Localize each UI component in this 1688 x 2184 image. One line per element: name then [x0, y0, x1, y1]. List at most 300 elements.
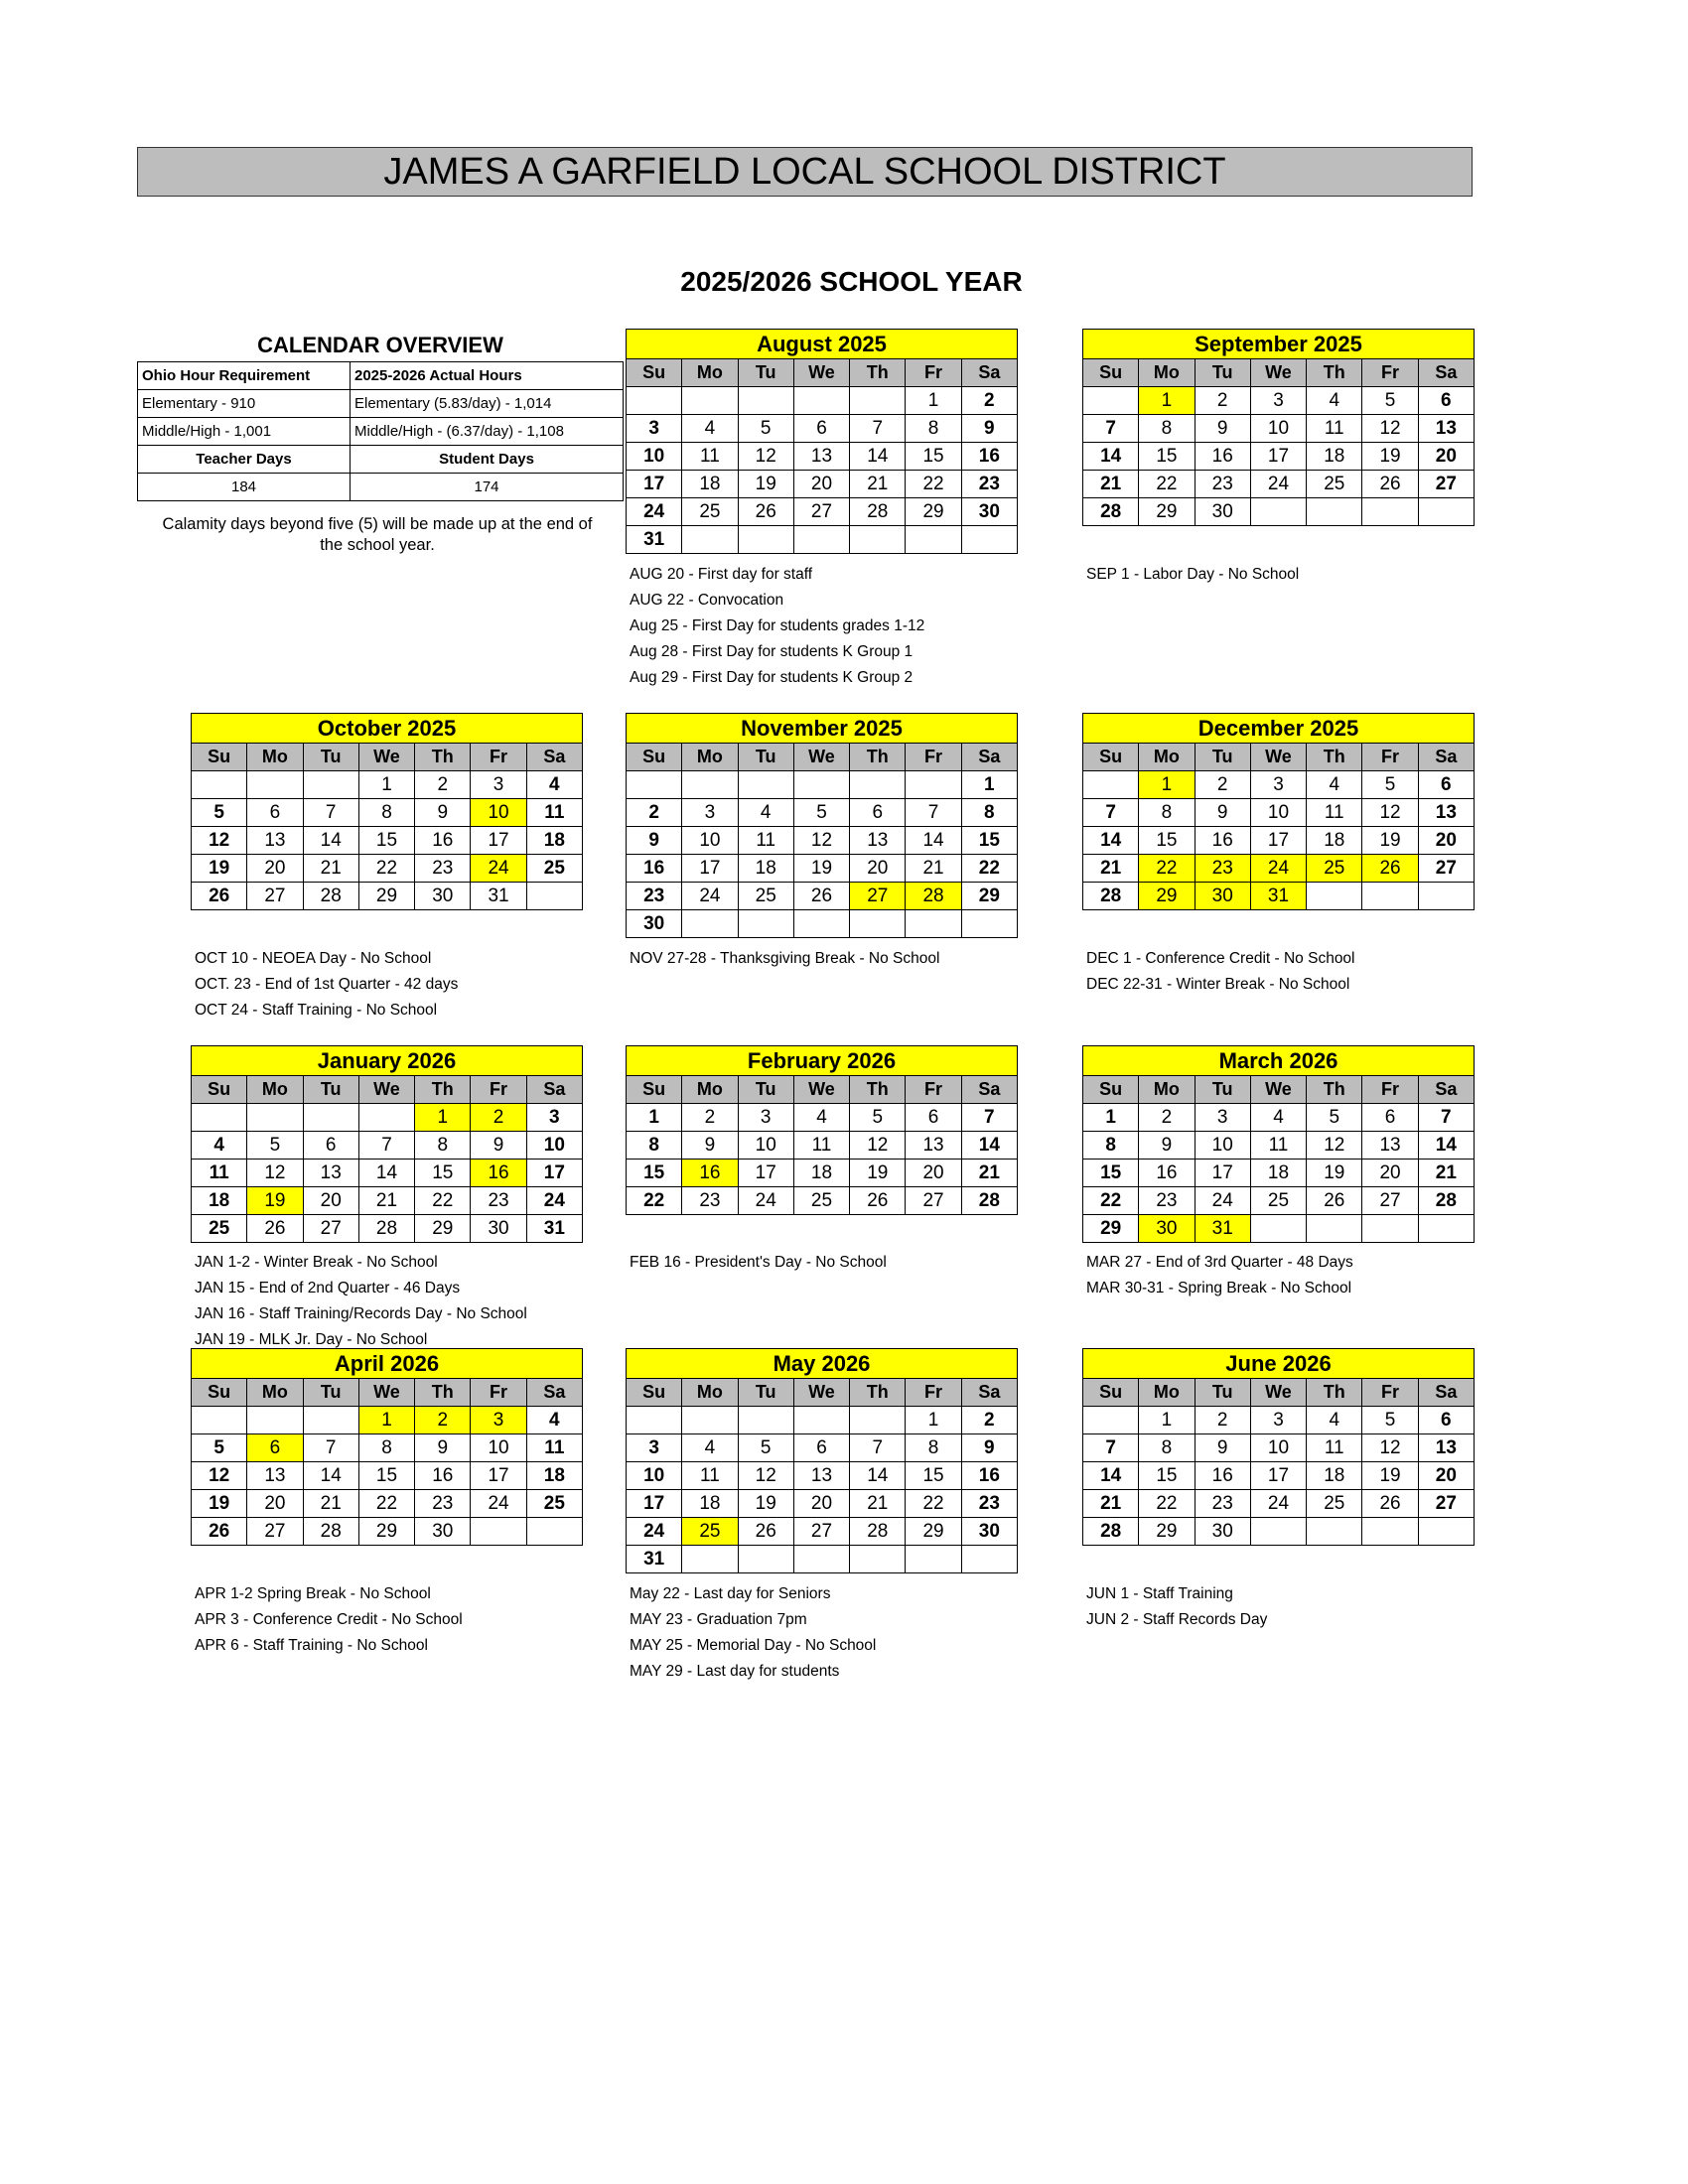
day-cell: 25 — [526, 1490, 582, 1518]
day-cell: 11 — [1307, 415, 1362, 443]
day-cell: 23 — [415, 855, 471, 883]
day-cell: 4 — [682, 415, 738, 443]
day-cell: 30 — [1195, 498, 1250, 526]
weekday-header: Mo — [1139, 744, 1195, 771]
day-cell: 28 — [303, 1518, 358, 1546]
empty-day-cell — [738, 1546, 793, 1573]
day-cell: 6 — [303, 1132, 358, 1160]
weekday-header: We — [1250, 1379, 1306, 1407]
weekday-header: Fr — [906, 1076, 961, 1104]
day-cell: 13 — [793, 443, 849, 471]
weekday-header: Tu — [738, 744, 793, 771]
empty-day-cell — [850, 1546, 906, 1573]
day-cell: 29 — [906, 498, 961, 526]
day-cell: 30 — [1139, 1215, 1195, 1243]
day-cell: 23 — [1195, 471, 1250, 498]
empty-day-cell — [358, 1104, 414, 1132]
month-title: May 2026 — [626, 1348, 1018, 1378]
day-cell: 29 — [415, 1215, 471, 1243]
weekday-header: Tu — [1195, 359, 1250, 387]
weekday-header: Mo — [1139, 1076, 1195, 1104]
empty-day-cell — [627, 1407, 682, 1434]
day-cell: 6 — [850, 799, 906, 827]
empty-day-cell — [1250, 498, 1306, 526]
note-line: Aug 25 - First Day for students grades 1-12 — [630, 617, 925, 634]
empty-day-cell — [1362, 498, 1418, 526]
day-cell: 15 — [961, 827, 1017, 855]
day-cell: 7 — [906, 799, 961, 827]
day-cell: 21 — [850, 471, 906, 498]
month-december-2025 — [1082, 713, 1475, 910]
day-cell: 22 — [961, 855, 1017, 883]
day-cell: 17 — [738, 1160, 793, 1187]
day-cell: 23 — [471, 1187, 526, 1215]
day-cell: 16 — [415, 1462, 471, 1490]
day-cell: 5 — [247, 1132, 303, 1160]
weekday-header: Su — [627, 1076, 682, 1104]
calendar-overview-table — [137, 361, 624, 501]
day-cell: 23 — [682, 1187, 738, 1215]
day-cell: 5 — [793, 799, 849, 827]
day-cell: 19 — [247, 1187, 303, 1215]
day-cell: 2 — [682, 1104, 738, 1132]
day-cell: 10 — [1250, 799, 1306, 827]
day-cell: 11 — [526, 1434, 582, 1462]
day-cell: 21 — [1083, 855, 1139, 883]
day-cell: 9 — [627, 827, 682, 855]
day-cell: 10 — [471, 799, 526, 827]
empty-day-cell — [850, 771, 906, 799]
note-line: AUG 20 - First day for staff — [630, 566, 813, 583]
day-cell: 10 — [1250, 1434, 1306, 1462]
day-cell: 18 — [1250, 1160, 1306, 1187]
day-cell: 1 — [906, 387, 961, 415]
day-cell: 13 — [1418, 799, 1474, 827]
weekday-header: Th — [1307, 1379, 1362, 1407]
day-cell: 25 — [192, 1215, 247, 1243]
day-cell: 17 — [627, 1490, 682, 1518]
day-cell: 24 — [471, 855, 526, 883]
day-cell: 17 — [682, 855, 738, 883]
weekday-header: Fr — [906, 1379, 961, 1407]
day-cell: 17 — [526, 1160, 582, 1187]
day-cell: 3 — [627, 415, 682, 443]
day-cell: 9 — [961, 1434, 1017, 1462]
month-title: April 2026 — [191, 1348, 583, 1378]
day-cell: 9 — [682, 1132, 738, 1160]
day-cell: 15 — [627, 1160, 682, 1187]
day-cell: 22 — [358, 855, 414, 883]
day-cell: 30 — [627, 910, 682, 938]
day-cell: 13 — [793, 1462, 849, 1490]
day-cell: 23 — [627, 883, 682, 910]
weekday-header: Su — [192, 1379, 247, 1407]
day-cell: 31 — [526, 1215, 582, 1243]
weekday-header: Sa — [961, 744, 1017, 771]
empty-day-cell — [793, 387, 849, 415]
note-line: OCT 10 - NEOEA Day - No School — [195, 950, 432, 967]
day-cell: 28 — [1083, 1518, 1139, 1546]
day-cell: 7 — [1083, 799, 1139, 827]
empty-day-cell — [738, 387, 793, 415]
day-cell: 25 — [1307, 1490, 1362, 1518]
day-cell: 25 — [1307, 855, 1362, 883]
month-notes — [630, 562, 924, 691]
weekday-header: Su — [192, 1076, 247, 1104]
day-cell: 8 — [358, 1434, 414, 1462]
day-cell: 18 — [1307, 443, 1362, 471]
day-cell: 16 — [1195, 443, 1250, 471]
day-cell: 23 — [415, 1490, 471, 1518]
day-cell: 12 — [192, 827, 247, 855]
day-cell: 3 — [1195, 1104, 1250, 1132]
day-cell: 8 — [1139, 1434, 1195, 1462]
weekday-header: We — [793, 1379, 849, 1407]
month-title: December 2025 — [1082, 713, 1475, 743]
day-cell: 18 — [1307, 1462, 1362, 1490]
weekday-header: Tu — [738, 1076, 793, 1104]
day-cell: 1 — [358, 1407, 414, 1434]
day-cell: 1 — [1139, 1407, 1195, 1434]
day-cell: 14 — [906, 827, 961, 855]
day-cell: 30 — [415, 883, 471, 910]
weekday-header: Fr — [471, 1076, 526, 1104]
day-cell: 31 — [471, 883, 526, 910]
empty-day-cell — [247, 1407, 303, 1434]
month-title: October 2025 — [191, 713, 583, 743]
day-cell: 25 — [682, 498, 738, 526]
note-line: FEB 16 - President's Day - No School — [630, 1254, 887, 1271]
empty-day-cell — [1083, 1407, 1139, 1434]
weekday-header: Fr — [1362, 744, 1418, 771]
day-cell: 23 — [961, 1490, 1017, 1518]
empty-day-cell — [850, 1407, 906, 1434]
day-cell: 17 — [1250, 827, 1306, 855]
day-cell: 15 — [1139, 1462, 1195, 1490]
day-cell: 26 — [192, 1518, 247, 1546]
overview-cell: 174 — [351, 474, 624, 501]
day-cell: 27 — [1418, 1490, 1474, 1518]
day-cell: 10 — [627, 1462, 682, 1490]
day-cell: 29 — [358, 1518, 414, 1546]
day-cell: 12 — [850, 1132, 906, 1160]
month-title: June 2026 — [1082, 1348, 1475, 1378]
day-cell: 3 — [682, 799, 738, 827]
empty-day-cell — [1418, 498, 1474, 526]
weekday-header: We — [1250, 1076, 1306, 1104]
day-cell: 5 — [1362, 1407, 1418, 1434]
weekday-header: Mo — [682, 744, 738, 771]
note-line: APR 1-2 Spring Break - No School — [195, 1585, 431, 1602]
day-cell: 7 — [358, 1132, 414, 1160]
month-notes — [1086, 946, 1355, 998]
day-cell: 26 — [793, 883, 849, 910]
day-cell: 25 — [793, 1187, 849, 1215]
empty-day-cell — [961, 910, 1017, 938]
day-cell: 9 — [1195, 415, 1250, 443]
day-cell: 19 — [1362, 827, 1418, 855]
empty-day-cell — [793, 910, 849, 938]
empty-day-cell — [192, 1104, 247, 1132]
empty-day-cell — [793, 1546, 849, 1573]
district-title: JAMES A GARFIELD LOCAL SCHOOL DISTRICT — [137, 147, 1473, 197]
day-cell: 6 — [793, 415, 849, 443]
day-cell: 26 — [247, 1215, 303, 1243]
weekday-header: Th — [850, 1379, 906, 1407]
day-cell: 15 — [1139, 443, 1195, 471]
day-cell: 20 — [906, 1160, 961, 1187]
empty-day-cell — [682, 1546, 738, 1573]
weekday-header: We — [358, 1076, 414, 1104]
empty-day-cell — [906, 771, 961, 799]
weekday-header: Fr — [1362, 1076, 1418, 1104]
day-cell: 3 — [1250, 771, 1306, 799]
day-cell: 20 — [303, 1187, 358, 1215]
day-cell: 16 — [1195, 1462, 1250, 1490]
weekday-header: Th — [1307, 1076, 1362, 1104]
day-cell: 24 — [526, 1187, 582, 1215]
day-cell: 2 — [1195, 1407, 1250, 1434]
empty-day-cell — [1083, 771, 1139, 799]
month-notes — [630, 946, 939, 972]
weekday-header: We — [793, 744, 849, 771]
empty-day-cell — [1418, 883, 1474, 910]
day-cell: 26 — [1362, 471, 1418, 498]
day-cell: 3 — [471, 1407, 526, 1434]
day-cell: 23 — [1139, 1187, 1195, 1215]
weekday-header: Sa — [1418, 1076, 1474, 1104]
month-may-2026 — [626, 1348, 1018, 1573]
empty-day-cell — [1362, 883, 1418, 910]
day-cell: 20 — [1418, 1462, 1474, 1490]
day-cell: 6 — [793, 1434, 849, 1462]
day-cell: 21 — [1418, 1160, 1474, 1187]
day-cell: 30 — [415, 1518, 471, 1546]
empty-day-cell — [1307, 883, 1362, 910]
month-august-2025 — [626, 329, 1018, 554]
day-cell: 1 — [1139, 771, 1195, 799]
day-cell: 12 — [793, 827, 849, 855]
note-line: MAR 27 - End of 3rd Quarter - 48 Days — [1086, 1254, 1353, 1271]
day-cell: 2 — [415, 1407, 471, 1434]
day-cell: 2 — [1139, 1104, 1195, 1132]
day-cell: 4 — [1307, 387, 1362, 415]
empty-day-cell — [793, 771, 849, 799]
day-cell: 11 — [682, 1462, 738, 1490]
day-cell: 10 — [526, 1132, 582, 1160]
day-cell: 27 — [303, 1215, 358, 1243]
day-cell: 22 — [1139, 1490, 1195, 1518]
day-cell: 5 — [738, 1434, 793, 1462]
day-cell: 3 — [1250, 387, 1306, 415]
weekday-header: Su — [1083, 1379, 1139, 1407]
weekday-header: Tu — [303, 1379, 358, 1407]
weekday-header: Tu — [303, 1076, 358, 1104]
day-cell: 2 — [961, 1407, 1017, 1434]
day-cell: 14 — [303, 1462, 358, 1490]
day-cell: 18 — [793, 1160, 849, 1187]
empty-day-cell — [192, 1407, 247, 1434]
weekday-header: We — [358, 744, 414, 771]
day-cell: 8 — [961, 799, 1017, 827]
day-cell: 26 — [1307, 1187, 1362, 1215]
day-cell: 7 — [303, 799, 358, 827]
day-cell: 17 — [1250, 443, 1306, 471]
overview-cell: Elementary (5.83/day) - 1,014 — [351, 390, 624, 418]
day-cell: 2 — [471, 1104, 526, 1132]
weekday-header: Su — [627, 1379, 682, 1407]
day-cell: 19 — [1362, 1462, 1418, 1490]
day-cell: 28 — [961, 1187, 1017, 1215]
day-cell: 8 — [906, 1434, 961, 1462]
day-cell: 17 — [627, 471, 682, 498]
day-cell: 29 — [961, 883, 1017, 910]
day-cell: 14 — [303, 827, 358, 855]
day-cell: 14 — [358, 1160, 414, 1187]
empty-day-cell — [1250, 1215, 1306, 1243]
school-year-heading: 2025/2026 SCHOOL YEAR — [680, 266, 1023, 297]
day-cell: 17 — [1195, 1160, 1250, 1187]
empty-day-cell — [1362, 1215, 1418, 1243]
day-cell: 2 — [961, 387, 1017, 415]
note-line: OCT. 23 - End of 1st Quarter - 42 days — [195, 976, 459, 993]
day-cell: 1 — [1083, 1104, 1139, 1132]
day-cell: 15 — [906, 443, 961, 471]
day-cell: 22 — [1083, 1187, 1139, 1215]
empty-day-cell — [793, 1407, 849, 1434]
day-cell: 25 — [1250, 1187, 1306, 1215]
note-line: AUG 22 - Convocation — [630, 592, 784, 609]
day-cell: 5 — [738, 415, 793, 443]
day-cell: 1 — [415, 1104, 471, 1132]
empty-day-cell — [1250, 1518, 1306, 1546]
day-cell: 24 — [682, 883, 738, 910]
day-cell: 30 — [961, 498, 1017, 526]
day-cell: 23 — [1195, 1490, 1250, 1518]
weekday-header: We — [1250, 359, 1306, 387]
day-cell: 21 — [303, 1490, 358, 1518]
month-title: November 2025 — [626, 713, 1018, 743]
day-cell: 26 — [192, 883, 247, 910]
weekday-header: Th — [415, 1379, 471, 1407]
month-title: January 2026 — [191, 1045, 583, 1075]
day-cell: 2 — [1195, 387, 1250, 415]
day-cell: 16 — [415, 827, 471, 855]
day-cell: 14 — [1083, 827, 1139, 855]
day-cell: 28 — [850, 498, 906, 526]
day-cell: 29 — [358, 883, 414, 910]
note-line: APR 6 - Staff Training - No School — [195, 1637, 428, 1654]
month-notes — [630, 1250, 887, 1276]
day-cell: 4 — [738, 799, 793, 827]
empty-day-cell — [682, 910, 738, 938]
day-cell: 20 — [793, 471, 849, 498]
day-cell: 30 — [1195, 883, 1250, 910]
weekday-header: Mo — [682, 1379, 738, 1407]
day-cell: 11 — [1250, 1132, 1306, 1160]
day-cell: 19 — [738, 1490, 793, 1518]
empty-day-cell — [526, 1518, 582, 1546]
weekday-header: Sa — [1418, 744, 1474, 771]
day-cell: 29 — [1083, 1215, 1139, 1243]
day-cell: 24 — [1250, 471, 1306, 498]
day-cell: 16 — [1139, 1160, 1195, 1187]
day-cell: 22 — [906, 1490, 961, 1518]
day-cell: 4 — [793, 1104, 849, 1132]
note-line: DEC 1 - Conference Credit - No School — [1086, 950, 1355, 967]
day-cell: 19 — [793, 855, 849, 883]
day-cell: 14 — [1083, 443, 1139, 471]
empty-day-cell — [961, 1546, 1017, 1573]
day-cell: 19 — [850, 1160, 906, 1187]
weekday-header: Th — [1307, 359, 1362, 387]
day-cell: 6 — [1362, 1104, 1418, 1132]
month-title: September 2025 — [1082, 329, 1475, 358]
day-cell: 20 — [850, 855, 906, 883]
day-cell: 11 — [526, 799, 582, 827]
weekday-header: Tu — [1195, 1076, 1250, 1104]
day-cell: 23 — [961, 471, 1017, 498]
day-cell: 12 — [247, 1160, 303, 1187]
empty-day-cell — [247, 1104, 303, 1132]
day-cell: 25 — [1307, 471, 1362, 498]
overview-cell: Middle/High - 1,001 — [138, 418, 351, 446]
weekday-header: Fr — [906, 744, 961, 771]
weekday-header: We — [793, 359, 849, 387]
day-cell: 28 — [906, 883, 961, 910]
day-cell: 7 — [1083, 415, 1139, 443]
day-cell: 24 — [1250, 855, 1306, 883]
weekday-header: Fr — [906, 359, 961, 387]
day-cell: 9 — [415, 799, 471, 827]
month-october-2025 — [191, 713, 583, 910]
day-cell: 15 — [415, 1160, 471, 1187]
weekday-header: Su — [627, 359, 682, 387]
day-cell: 1 — [358, 771, 414, 799]
weekday-header: Mo — [247, 744, 303, 771]
day-cell: 27 — [1418, 855, 1474, 883]
day-cell: 27 — [1362, 1187, 1418, 1215]
day-cell: 21 — [1083, 1490, 1139, 1518]
day-cell: 16 — [961, 1462, 1017, 1490]
day-cell: 30 — [471, 1215, 526, 1243]
day-cell: 23 — [1195, 855, 1250, 883]
empty-day-cell — [906, 526, 961, 554]
empty-day-cell — [192, 771, 247, 799]
note-line: JUN 2 - Staff Records Day — [1086, 1611, 1268, 1628]
note-line: SEP 1 - Labor Day - No School — [1086, 566, 1300, 583]
day-cell: 1 — [906, 1407, 961, 1434]
day-cell: 18 — [738, 855, 793, 883]
day-cell: 25 — [738, 883, 793, 910]
weekday-header: Su — [1083, 359, 1139, 387]
empty-day-cell — [627, 387, 682, 415]
day-cell: 16 — [1195, 827, 1250, 855]
day-cell: 7 — [961, 1104, 1017, 1132]
weekday-header: Mo — [682, 359, 738, 387]
month-september-2025 — [1082, 329, 1475, 526]
day-cell: 12 — [738, 443, 793, 471]
day-cell: 4 — [1307, 1407, 1362, 1434]
note-line: JAN 19 - MLK Jr. Day - No School — [195, 1331, 428, 1348]
day-cell: 8 — [627, 1132, 682, 1160]
weekday-header: Th — [1307, 744, 1362, 771]
day-cell: 24 — [471, 1490, 526, 1518]
day-cell: 2 — [415, 771, 471, 799]
day-cell: 17 — [1250, 1462, 1306, 1490]
month-notes — [1086, 562, 1299, 588]
day-cell: 2 — [627, 799, 682, 827]
